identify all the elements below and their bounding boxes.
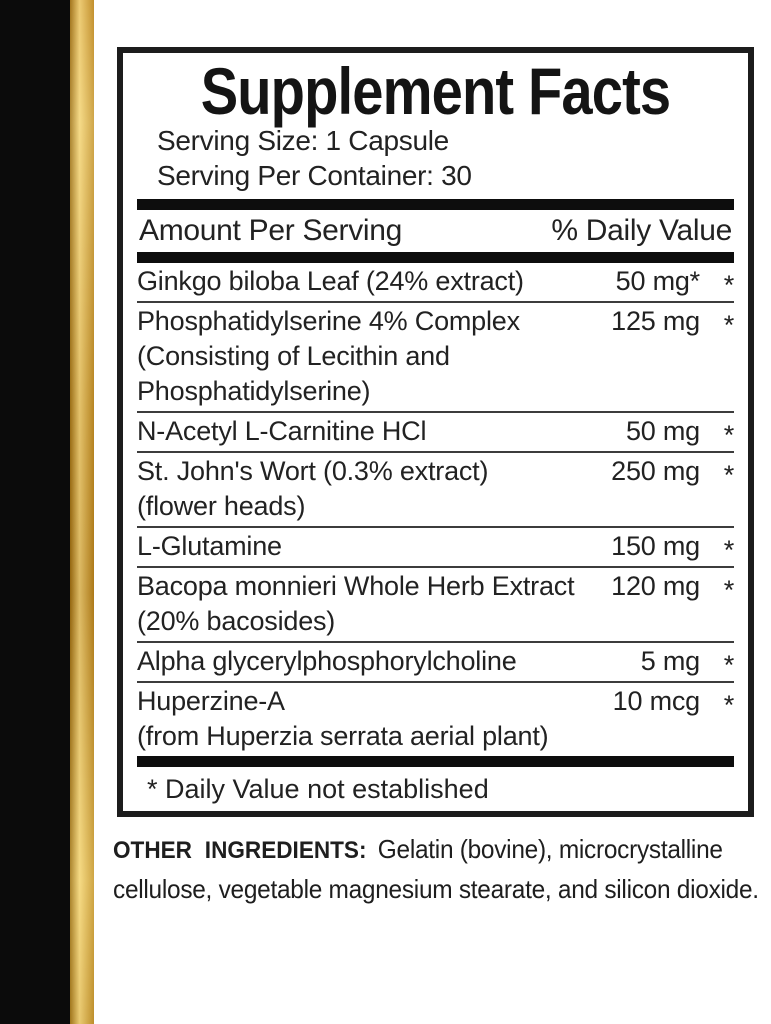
ingredient-daily-value: * [723, 690, 734, 720]
column-header-daily-value: % Daily Value [551, 214, 732, 247]
ingredient-daily-value: * [723, 270, 734, 300]
ingredient-daily-value: * [723, 535, 734, 565]
other-ingredients-text-1: Gelatin (bovine), microcrystalline [377, 834, 723, 864]
ingredient-row [137, 683, 734, 756]
ingredient-amount: 125 mg [611, 306, 700, 336]
divider-bar-bottom [137, 756, 734, 767]
ingredient-amount: 50 mg [625, 416, 700, 446]
ingredient-row [137, 413, 734, 453]
ingredient-name: Ginkgo biloba Leaf (24% extract) [137, 266, 524, 296]
ingredient-row [137, 643, 734, 683]
ingredient-amount: 50 mg* [615, 266, 700, 296]
ingredient-daily-value: * [723, 575, 734, 605]
other-ingredients-label: OTHER INGREDIENTS: [113, 837, 367, 864]
other-ingredients-line-2: cellulose, vegetable magnesium stearate, and silicon dioxide. [113, 874, 759, 904]
ingredient-daily-value: * [723, 460, 734, 490]
gold-stripe [70, 0, 94, 1024]
ingredient-name: N-Acetyl L-Carnitine HCl [137, 416, 427, 446]
ingredient-row [137, 263, 734, 303]
ingredient-daily-value: * [723, 310, 734, 340]
ingredient-name: Bacopa monnieri Whole Herb Extract [137, 571, 575, 601]
ingredient-name: St. John's Wort (0.3% extract) [137, 456, 489, 486]
panel-title: Supplement Facts [200, 54, 671, 128]
ingredient-amount: 120 mg [611, 571, 700, 601]
ingredient-row [137, 453, 734, 528]
ingredient-row [137, 528, 734, 568]
supplement-facts-panel [117, 47, 754, 817]
ingredient-name: Alpha glycerylphosphorylcholine [137, 646, 517, 676]
serving-per-container: Serving Per Container: 30 [157, 160, 472, 191]
ingredient-name-continued: (20% bacosides) [137, 606, 336, 636]
ingredient-row [137, 303, 734, 413]
ingredient-name: L-Glutamine [137, 531, 282, 561]
ingredient-amount: 5 mg [640, 646, 700, 676]
other-ingredients [113, 830, 765, 909]
ingredient-name: Phosphatidylserine 4% Complex [137, 306, 520, 336]
left-black-bar [0, 0, 70, 1024]
ingredient-daily-value: * [723, 650, 734, 680]
divider-bar-header [137, 252, 734, 263]
ingredient-row [137, 568, 734, 643]
other-ingredients-line-1 [113, 830, 765, 870]
ingredient-name-continued: Phosphatidylserine) [137, 376, 371, 406]
ingredient-amount: 10 mcg [612, 686, 700, 716]
column-header-amount: Amount Per Serving [139, 214, 403, 247]
ingredient-name-continued: (Consisting of Lecithin and [137, 341, 450, 371]
ingredient-name: Huperzine-A [137, 686, 285, 716]
ingredient-daily-value: * [723, 420, 734, 450]
serving-size: Serving Size: 1 Capsule [157, 125, 449, 156]
column-header-row [137, 210, 734, 252]
ingredient-amount: 250 mg [611, 456, 700, 486]
ingredient-rows [137, 263, 734, 756]
divider-bar-top [137, 199, 734, 210]
ingredient-name-continued: (flower heads) [137, 491, 306, 521]
ingredient-name-continued: (from Huperzia serrata aerial plant) [137, 721, 549, 751]
daily-value-footnote: * Daily Value not established [147, 774, 489, 804]
ingredient-amount: 150 mg [611, 531, 700, 561]
